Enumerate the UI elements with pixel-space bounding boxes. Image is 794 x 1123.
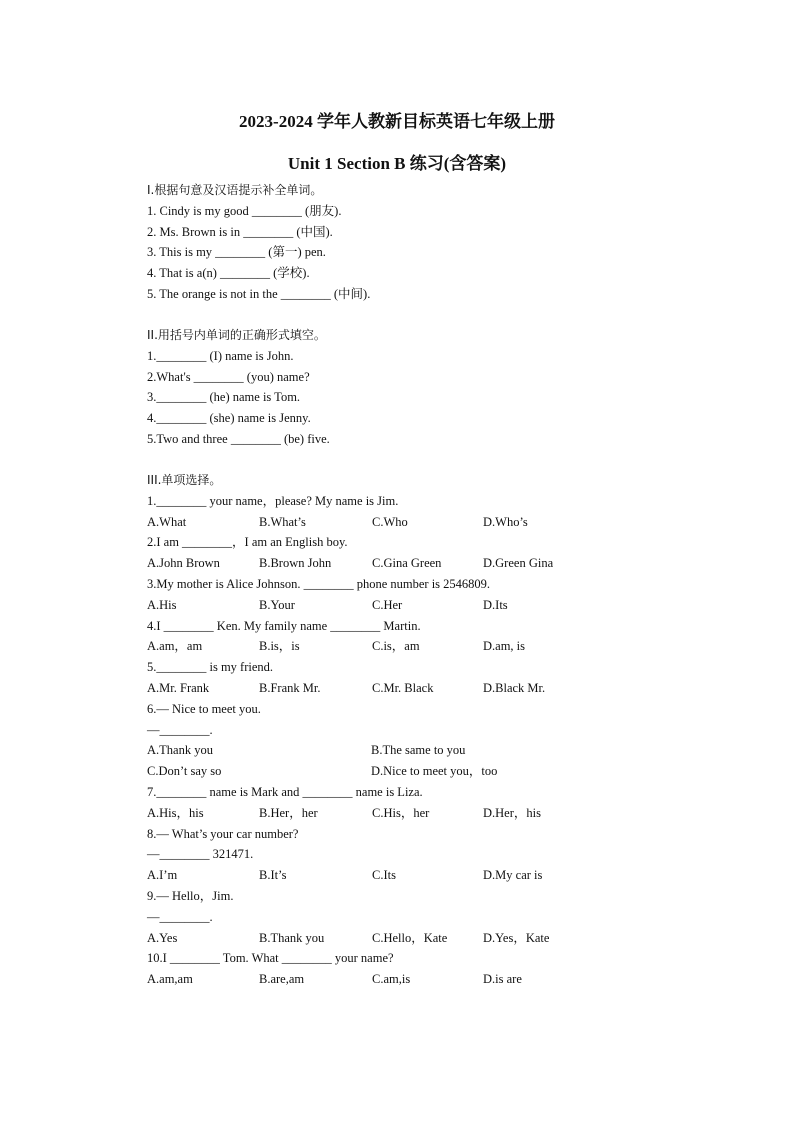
option-a: A.am,am [147, 972, 193, 987]
question-text: 8.— What’s your car number? [147, 826, 299, 841]
question-text: 4.I ________ Ken. My family name ________ Martin. [147, 618, 421, 633]
option-a: A.What [147, 514, 187, 529]
question-reply: —________ 321471. [147, 847, 254, 862]
question-reply: —________. [147, 722, 213, 737]
option-d: D.is are [483, 972, 522, 987]
option-c: C.Mr. Black [372, 680, 434, 695]
document-title: 2023-2024 学年人教新目标英语七年级上册 [239, 112, 555, 131]
option-a: A.am，am [147, 639, 203, 654]
section-3-heading: III.单项选择。 [147, 473, 222, 487]
fill-item: 1. Cindy is my good ________ (朋友). [147, 203, 342, 218]
answer-options [147, 969, 747, 990]
option-a: A.I’m [147, 868, 178, 883]
option-b: B.are,am [259, 972, 305, 987]
option-c: C.His，her [372, 805, 430, 820]
answer-options [147, 553, 747, 574]
option-b: B.Your [259, 597, 295, 612]
option-a: A.John Brown [147, 556, 220, 571]
question-text: 1.________ your name，please? My name is Jim. [147, 493, 399, 508]
answer-options [147, 512, 747, 533]
question-text: 5.________ is my friend. [147, 660, 274, 675]
option-d: D.Yes，Kate [483, 930, 550, 945]
option-c: C.Hello，Kate [372, 930, 448, 945]
option-b: B.Brown John [259, 556, 332, 571]
option-d: D.Her，his [483, 805, 541, 820]
option-a: A.His，his [147, 805, 204, 820]
option-b: B.The same to you [371, 743, 466, 758]
option-d: D.Its [483, 597, 508, 612]
document-subtitle: Unit 1 Section B 练习(含答案) [287, 154, 507, 173]
option-a: A.Yes [147, 930, 178, 945]
fill-item: 5. The orange is not in the ________ (中间). [147, 286, 371, 301]
option-d: D.Who’s [483, 514, 528, 529]
answer-options [147, 761, 747, 782]
option-b: B.Thank you [259, 930, 325, 945]
option-b: B.is，is [259, 639, 300, 654]
option-d: D.am, is [483, 639, 526, 654]
question-text: 10.I ________ Tom. What ________ your name? [147, 951, 394, 966]
option-c: C.is，am [372, 639, 420, 654]
fill-item: 3.________ (he) name is Tom. [147, 390, 301, 405]
option-d: D.Green Gina [483, 556, 554, 571]
option-c: C.Her [372, 597, 403, 612]
answer-options [147, 678, 747, 699]
option-c: C.Who [372, 514, 408, 529]
fill-item: 4.________ (she) name is Jenny. [147, 411, 311, 426]
fill-item: 3. This is my ________ (第一) pen. [147, 245, 326, 260]
option-b: B.Her，her [259, 805, 318, 820]
fill-item: 4. That is a(n) ________ (学校). [147, 266, 310, 281]
question-reply: —________. [147, 909, 213, 924]
question-text: 2.I am ________，I am an English boy. [147, 535, 348, 550]
fill-item: 5.Two and three ________ (be) five. [147, 431, 330, 446]
section-3 [147, 470, 747, 990]
option-c: C.Gina Green [372, 556, 442, 571]
section-2 [147, 325, 747, 450]
answer-options [147, 865, 747, 886]
answer-options [147, 803, 747, 824]
question-text: 6.— Nice to meet you. [147, 701, 261, 716]
option-d: D.Nice to meet you，too [371, 764, 498, 779]
option-b: B.What’s [259, 514, 306, 529]
option-b: B.Frank Mr. [259, 680, 321, 695]
answer-options [147, 595, 747, 616]
question-text: 9.— Hello，Jim. [147, 888, 234, 903]
fill-item: 2. Ms. Brown is in ________ (中国). [147, 224, 333, 239]
answer-options [147, 928, 747, 949]
option-c: C.Don’t say so [147, 764, 222, 779]
option-d: D.My car is [483, 868, 543, 883]
question-text: 7.________ name is Mark and ________ name is Liza. [147, 784, 423, 799]
fill-item: 1.________ (I) name is John. [147, 348, 294, 363]
answer-options [147, 636, 747, 657]
option-a: A.Mr. Frank [147, 680, 210, 695]
answer-options [147, 740, 747, 761]
option-c: C.Its [372, 868, 396, 883]
fill-item: 2.What's ________ (you) name? [147, 369, 310, 384]
section-2-heading: II.用括号内单词的正确形式填空。 [147, 328, 326, 342]
section-1 [147, 180, 747, 305]
option-d: D.Black Mr. [483, 680, 546, 695]
question-text: 3.My mother is Alice Johnson. ________ phone number is 2546809. [147, 576, 491, 591]
option-b: B.It’s [259, 868, 287, 883]
option-a: A.Thank you [147, 743, 213, 758]
option-a: A.His [147, 597, 177, 612]
option-c: C.am,is [372, 972, 411, 987]
section-1-heading: I.根据句意及汉语提示补全单词。 [147, 183, 323, 197]
